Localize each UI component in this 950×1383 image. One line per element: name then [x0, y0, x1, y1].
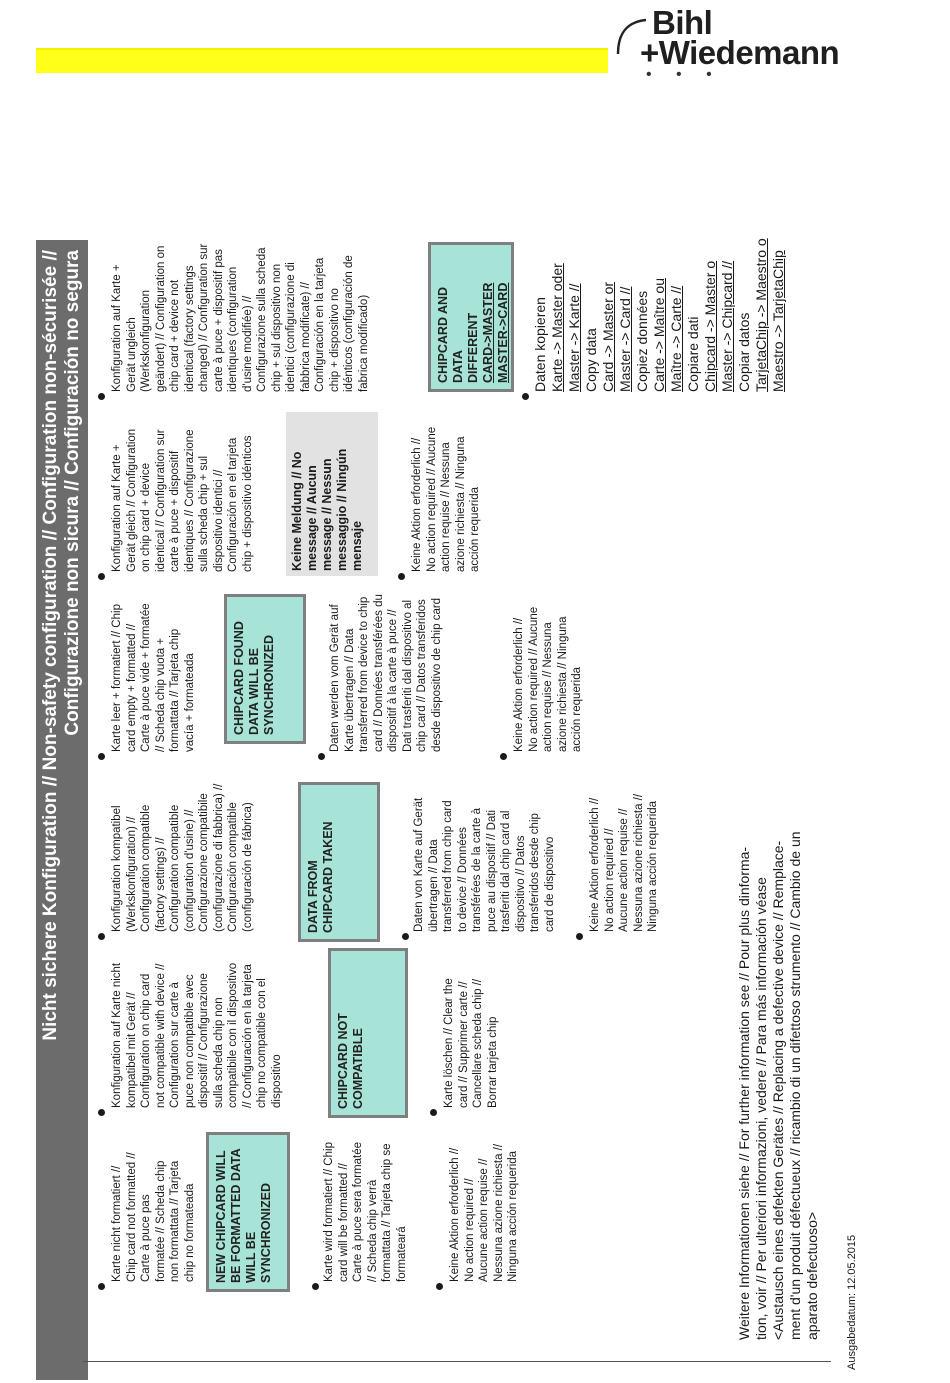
issue-date: Ausgabedatum: 12.05.2015: [846, 1234, 858, 1370]
col3-result: Daten von Karte auf Gerät übertragen // Data transferred from chip card to device // Données transférées de la carte à puce au dispositif // Dati trasferiti dal chip card al dispositivo // Datos transferidos desde chip card de dispositivo: [413, 797, 556, 932]
logo-dots: • • •: [646, 66, 722, 83]
col6-status-box: CHIPCARD AND DATA DIFFERENT CARD->MASTER MASTER->CARD: [428, 242, 514, 392]
bullet-icon: [402, 933, 409, 940]
bullet-icon: [98, 753, 105, 760]
col4-card-state: Karte leer + formatiert // Chip card empty + formatted // Carte à puce vide + formatée // Scheda chip vuota + formattata // Tarjeta chip vacía + formateada: [111, 603, 196, 752]
col6-copy-data: Daten kopieren Karte -> Master oder Master -> Karte // Copy data Card -> Master or Master -> Card // Copiez données Carte -> Maître ou Maître -> Carte // Copiare dati Chipcard -> Master o Master -> Chipcard // Copiar datos TarjetaChip -> Maestro o Maestro -> TarjetaChip: [532, 238, 786, 392]
title-line-2: Configurazione non sicura // Configuración no segura: [62, 250, 83, 736]
col3-status-box: DATA FROM CHIPCARD TAKEN: [298, 782, 380, 942]
col4-status-box: CHIPCARD FOUND DATA WILL BE SYNCHRONIZED: [224, 594, 306, 744]
bullet-icon: [430, 1109, 437, 1116]
col3-card-state: Konfiguration kompatibel (Werkskonfiguration) // Configuration compatible (factory settings) // Configuration compatible (configuration d'usine) // Configurazione compatibile (configurazione di fabbrica) // Configuración compatible (configuración de fábrica): [111, 783, 254, 932]
col4-result: Daten werden vom Gerät auf Karte übertragen // Data transferred from device to chip card // Données transférées du dispositif à la carte à puce // Dati trasferiti dal dispositivo al chip card // Datos transferidos desde dispositivo de chip card: [329, 594, 443, 752]
bullet-icon: [500, 753, 507, 760]
col5-status-box: Keine Meldung // No message // Aucun message // Nessun messaggio // Ningún mensaje: [286, 412, 378, 576]
col1-status-box: NEW CHIPCARD WILL BE FORMATTED DATA WILL BE SYNCHRONIZED: [206, 1132, 290, 1292]
col2-status-box: CHIPCARD NOT COMPATIBLE: [328, 948, 408, 1118]
col3-action: Keine Aktion erforderlich // No action required // Aucune action requise // Nessuna azione richiesta // Ninguna acción requerida: [589, 793, 659, 932]
logo-text-wiedemann: +Wiedemann: [640, 34, 840, 71]
col1-card-state: Karte nicht formatiert // Chip card not formatted // Carte à puce pas formatée // Scheda chip non formattata // Tarjeta chip no formateada: [111, 1152, 196, 1282]
col5-card-state: Konfiguration auf Karte + Gerät gleich // Configuration on chip card + device identical // Configuration sur carte à puce + dispositif identiques // Configurazione sulla scheda chip + sul dispositivo identici // Configuración en el tarjeta chip + dispositivo idénticos: [111, 428, 254, 572]
rotated-content: [36, 238, 858, 1380]
col4-action: Keine Aktion erforderlich // No action required // Aucune action requise // Nessuna azione richiesta // Ninguna acción requerida: [513, 606, 583, 752]
bullet-icon: [98, 1109, 105, 1116]
col1-result: Karte wird formatiert // Chip card will be formatted // Carte à puce sera formatée // Scheda chip verrà formattata // Tarjeta chip se formateará: [323, 1142, 408, 1282]
bullet-icon: [98, 393, 105, 400]
col2-card-state: Konfiguration auf Karte nicht kompatibel mit Gerät // Configuration on chip card not compatible with device // Configuration sur carte à puce non compatible avec dispositif // Configurazione sulla scheda chip non compatibile con il dispositivo // Configuración en la tarjeta chip no compatible con el dispositivo: [111, 962, 283, 1108]
bottom-rule: [83, 1361, 831, 1362]
bullet-icon: [398, 573, 405, 580]
bullet-icon: [98, 573, 105, 580]
col5-action: Keine Aktion erforderlich // No action required // Aucune action requise // Nessuna azione richiesta // Ninguna acción requerida: [411, 426, 481, 572]
bullet-icon: [522, 393, 529, 400]
bihl-wiedemann-logo: [612, 4, 842, 83]
header-yellow-bar: [36, 50, 608, 73]
bullet-icon: [312, 1283, 319, 1290]
bullet-icon: [98, 1283, 105, 1290]
page-title: [36, 240, 88, 1380]
bullet-icon: [318, 753, 325, 760]
logo-text-bihl: Bihl: [652, 4, 713, 41]
col1-action: Keine Aktion erforderlich // No action required // Aucune action requise // Nessuna azione richiesta // Ninguna acción requerida: [449, 1143, 519, 1282]
col6-card-state: Konfiguration auf Karte + Gerät ungleich (Werkskonfiguration geändert) // Configuration on chip card + device not identical (factory settings changed) // Configuration sur carte à puce + dispositif pas identiques (configuration d'usine modifiée) // Configurazione sulla scheda chip + sul dispositivo non identici (configurazione di fabbrica modificate) // Configuración en la tarjeta chip + dispositivo no idénticos (configuración de fabrica modificado): [111, 243, 370, 392]
title-line-1: Nicht sichere Konfiguration // Non-safety configuration // Configuration non-sécurisée //: [40, 250, 61, 1041]
col2-action: Karte löschen // Clear the card // Supprimer carte // Cancellare scheda chip // Borrar tarjeta chip: [443, 978, 499, 1108]
bullet-icon: [576, 933, 583, 940]
further-info-note: Weitere Informationen siehe // For further information see // Pour plus dinforma- tion, voir // Per ulteriori informazioni, vedere // Para más información véase <Austausch eines defekten Gerätes // Replacing a defective device // Remplace- ment d'un produit défectueux // ricambio di un difettoso strumento // Cambio de un aparato defectuoso>: [736, 831, 820, 1340]
bullet-icon: [436, 1283, 443, 1290]
bullet-icon: [98, 933, 105, 940]
